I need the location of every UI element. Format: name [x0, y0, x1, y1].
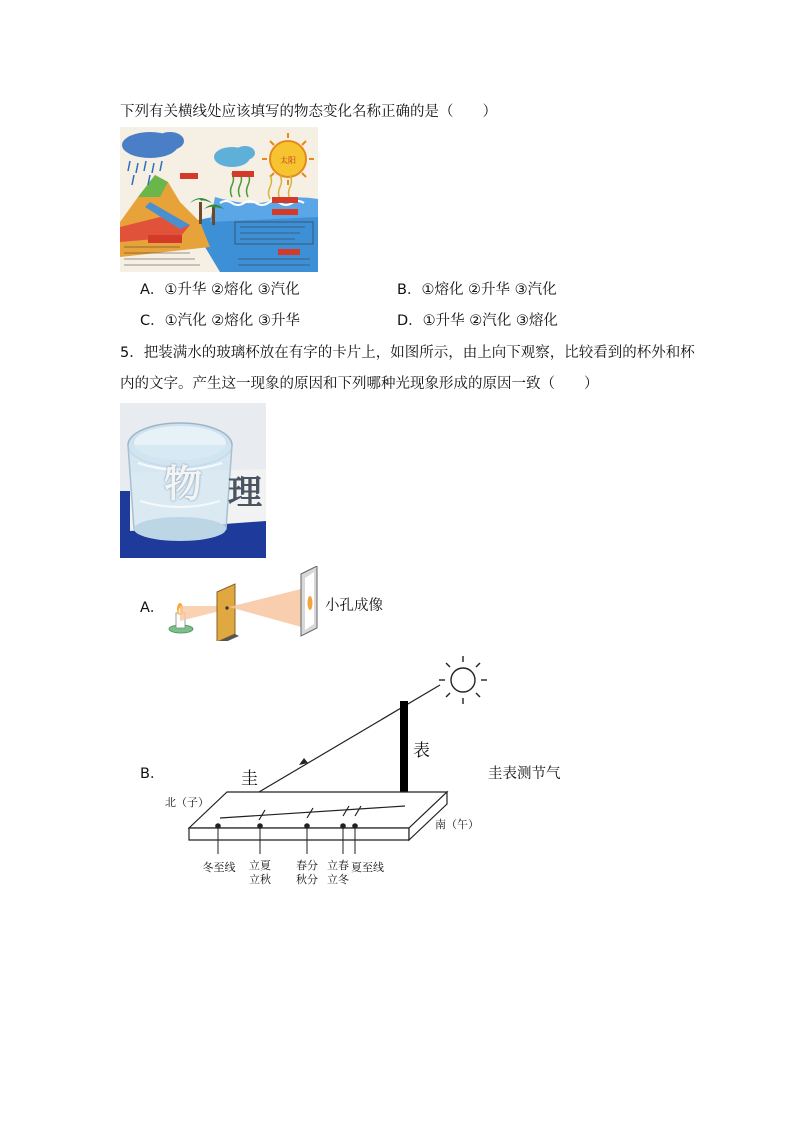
tick-label-winter-solstice: 冬至线 [202, 861, 236, 874]
tick-label-equinox: 春分 秋分 [296, 859, 318, 886]
option-4d[interactable] [397, 311, 558, 331]
option-4b-text: ①熔化 ②升华 ③汽化 [421, 282, 557, 298]
option-4a-label: A． [140, 282, 165, 298]
gui-label: 圭 [241, 769, 258, 789]
card-char-wu: 物 [164, 462, 203, 506]
sun-label: 太阳 [280, 156, 296, 165]
question-4-stem: 下列有关横线处应该填写的物态变化名称正确的是（ ） [120, 104, 497, 120]
option-4c-text: ①汽化 ②熔化 ③升华 [164, 313, 300, 329]
option-4b-label: B． [397, 282, 422, 298]
question-5-stem-line2: 内的文字。产生这一现象的原因和下列哪种光现象形成的原因一致（ ） [120, 376, 599, 392]
water-cycle-illustration [120, 127, 318, 272]
option-4d-text: ①升华 ②汽化 ③熔化 [422, 313, 558, 329]
option-4c-label: C． [140, 313, 165, 329]
option-4a-text: ①升华 ②熔化 ③汽化 [164, 282, 300, 298]
south-label: 南（午） [435, 818, 479, 831]
option-4d-label: D． [397, 313, 423, 329]
water-glass-photo [120, 403, 266, 558]
biao-label: 表 [413, 741, 430, 761]
option-5b-label[interactable]: B． [140, 766, 165, 782]
sun-icon [439, 656, 487, 704]
option-5a-label[interactable]: A． [140, 600, 165, 616]
card-char-li: 理 [228, 473, 262, 513]
tick-label-lichun-lidong: 立春 立冬 [327, 859, 349, 886]
option-4b[interactable] [397, 280, 557, 300]
tick-label-lixia-liqiu: 立夏 立秋 [249, 859, 271, 886]
tick-label-summer-solstice: 夏至线 [351, 861, 384, 874]
option-4c[interactable] [140, 311, 300, 331]
question-5-stem-line1: 5．把装满水的玻璃杯放在有字的卡片上，如图所示，由上向下观察，比较看到的杯外和杯 [120, 345, 695, 361]
north-label: 北（子） [165, 796, 209, 809]
option-5a-caption: 小孔成像 [325, 598, 383, 614]
option-4a[interactable] [140, 280, 300, 300]
gnomon-figure [165, 650, 495, 895]
water-cycle-poster [120, 127, 318, 272]
option-5b-caption: 圭表测节气 [488, 766, 561, 782]
